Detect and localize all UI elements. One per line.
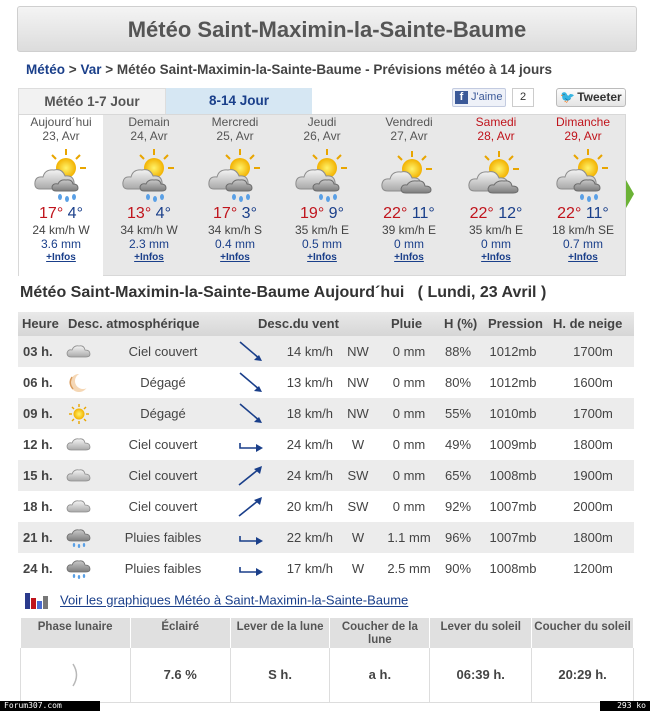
- tab-1-7-days[interactable]: Météo 1-7 Jour: [18, 88, 166, 114]
- infos-link[interactable]: +Infos: [394, 252, 424, 263]
- temp-min: 11°: [411, 205, 435, 222]
- row-pressure: 1008mb: [489, 468, 537, 483]
- row-humidity: 65%: [444, 468, 472, 483]
- graphs-link-text[interactable]: Voir les graphiques Météo à Saint-Maximin-la-Sainte-Baume: [60, 592, 409, 608]
- arrow-down-right-icon: [236, 370, 266, 396]
- forecast-days: [18, 114, 626, 276]
- row-snow: 1800m: [573, 437, 613, 452]
- row-hour: 09 h.: [23, 406, 53, 421]
- row-humidity: 92%: [444, 499, 472, 514]
- page-title: Météo Saint-Maximin-la-Sainte-Baume: [17, 6, 637, 52]
- temp-max: 22°: [383, 205, 408, 222]
- row-pressure: 1010mb: [489, 406, 537, 421]
- row-humidity: 80%: [444, 375, 472, 390]
- row-wind-dir: W: [351, 530, 365, 545]
- row-humidity: 49%: [444, 437, 472, 452]
- col-desc: Desc. atmosphérique: [68, 316, 200, 331]
- row-pressure: 1009mb: [489, 437, 537, 452]
- cloud-icon: [66, 496, 92, 518]
- row-wind-speed: 22 km/h: [286, 530, 333, 545]
- hourly-row: [18, 553, 634, 584]
- row-wind-speed: 24 km/h: [286, 437, 333, 452]
- day-card-6[interactable]: [541, 115, 625, 277]
- facebook-like-label: J'aime: [471, 91, 503, 103]
- day-rain: 3.6 mm: [40, 237, 81, 251]
- row-snow: 1700m: [573, 344, 613, 359]
- arrow-up-right-icon: [236, 463, 266, 489]
- moon-value: 06:39 h.: [430, 648, 532, 702]
- moon-header: Phase lunaire: [21, 618, 131, 648]
- row-hour: 24 h.: [23, 561, 53, 576]
- row-wind-speed: 13 km/h: [286, 375, 333, 390]
- cloud-icon: [66, 434, 92, 456]
- arrow-right-icon: [236, 432, 266, 458]
- row-snow: 1700m: [573, 406, 613, 421]
- day-wind: 34 km/h W: [120, 223, 178, 237]
- footer-size: 293 ko: [600, 701, 650, 711]
- temp-min: 9°: [328, 205, 344, 222]
- infos-link[interactable]: +Infos: [481, 252, 511, 263]
- temp-min: 3°: [241, 205, 257, 222]
- arrow-right-icon: [236, 556, 266, 582]
- row-pressure: 1007mb: [489, 530, 537, 545]
- moon-sun-table: [20, 618, 634, 703]
- temp-max: 19°: [300, 205, 325, 222]
- row-rain: 0 mm: [392, 437, 426, 452]
- breadcrumb: [26, 62, 552, 77]
- row-rain: 0 mm: [392, 499, 426, 514]
- row-desc: Dégagé: [140, 406, 186, 421]
- row-desc: Ciel couvert: [128, 468, 198, 483]
- today-title-text: Météo Saint-Maximin-la-Sainte-Baume Aujourd´hui: [20, 284, 405, 301]
- infos-link[interactable]: +Infos: [134, 252, 164, 263]
- sun-cloud-icon: [378, 147, 440, 203]
- moon-value: S h.: [230, 648, 330, 702]
- arrow-down-right-icon: [236, 339, 266, 365]
- sun-cloud-icon: [465, 147, 527, 203]
- infos-link[interactable]: +Infos: [568, 252, 598, 263]
- day-rain: 0 mm: [394, 237, 424, 251]
- day-date: 24, Avr: [130, 129, 168, 143]
- infos-link[interactable]: +Infos: [307, 252, 337, 263]
- cloud-sun-rain-icon: [291, 147, 353, 203]
- row-humidity: 55%: [444, 406, 472, 421]
- graphs-link[interactable]: [24, 590, 408, 610]
- hourly-row: [18, 398, 634, 429]
- temp-min: 12°: [498, 205, 523, 222]
- temp-max: 22°: [469, 205, 494, 222]
- day-name: Mercredi: [211, 115, 259, 129]
- row-desc: Dégagé: [140, 375, 186, 390]
- row-rain: 2.5 mm: [387, 561, 431, 576]
- day-card-3[interactable]: [280, 115, 364, 277]
- hourly-row: [18, 336, 634, 367]
- hourly-row: [18, 491, 634, 522]
- arrow-up-right-icon: [236, 494, 266, 520]
- row-snow: 1900m: [573, 468, 613, 483]
- row-wind-dir: NW: [347, 375, 369, 390]
- cloud-rain-icon: [66, 527, 92, 549]
- day-name: Demain: [128, 115, 170, 129]
- breadcrumb-current: > Météo Saint-Maximin-la-Sainte-Baume - Prévisions météo à 14 jours: [105, 62, 552, 77]
- temp-max: 17°: [39, 205, 64, 222]
- day-date: 23, Avr: [42, 129, 80, 143]
- arrow-right-icon: [236, 525, 266, 551]
- temp-max: 13°: [127, 205, 152, 222]
- row-desc: Ciel couvert: [128, 437, 198, 452]
- col-pressure: Pression: [488, 316, 543, 331]
- col-hour: Heure: [22, 316, 59, 331]
- facebook-like-count: 2: [512, 88, 534, 107]
- infos-link[interactable]: +Infos: [46, 252, 76, 263]
- hourly-row: [18, 522, 634, 553]
- day-card-5[interactable]: [454, 115, 538, 277]
- day-date: 29, Avr: [564, 129, 602, 143]
- row-desc: Ciel couvert: [128, 499, 198, 514]
- row-pressure: 1007mb: [489, 499, 537, 514]
- facebook-icon: f: [455, 91, 468, 104]
- temp-min: 11°: [585, 205, 609, 222]
- day-name: Jeudi: [307, 115, 337, 129]
- row-rain: 0 mm: [392, 406, 426, 421]
- row-wind-dir: SW: [347, 468, 369, 483]
- day-card-1[interactable]: [107, 115, 191, 277]
- day-rain: 0.5 mm: [301, 237, 342, 251]
- cloud-rain-icon: [66, 558, 92, 580]
- temp-max: 22°: [557, 205, 582, 222]
- hourly-row: [18, 367, 634, 398]
- hourly-row: [18, 460, 634, 491]
- col-humidity: H (%): [444, 316, 478, 331]
- next-arrow-icon[interactable]: [626, 180, 634, 208]
- row-wind-dir: SW: [347, 499, 369, 514]
- cloud-sun-rain-icon: [118, 147, 180, 203]
- moon-header: Éclairé: [130, 618, 230, 648]
- day-wind: 18 km/h SE: [551, 223, 615, 237]
- day-rain: 0.7 mm: [562, 237, 603, 251]
- crescent-moon-icon: [65, 662, 85, 688]
- row-pressure: 1008mb: [489, 561, 537, 576]
- day-rain: 0 mm: [481, 237, 511, 251]
- row-wind-speed: 24 km/h: [286, 468, 333, 483]
- day-wind: 34 km/h S: [207, 223, 263, 237]
- day-date: 28, Avr: [477, 129, 515, 143]
- bar-chart-icon: [24, 590, 52, 610]
- row-wind-speed: 14 km/h: [286, 344, 333, 359]
- day-date: 25, Avr: [216, 129, 254, 143]
- day-name: Aujourd´hui: [30, 115, 92, 129]
- tweet-button[interactable]: [556, 88, 626, 107]
- row-snow: 1600m: [573, 375, 613, 390]
- col-snow: H. de neige: [553, 316, 623, 331]
- tweet-label: Tweeter: [577, 90, 622, 104]
- col-wind: Desc.du vent: [258, 316, 339, 331]
- row-hour: 06 h.: [23, 375, 53, 390]
- day-date: 26, Avr: [303, 129, 341, 143]
- cloud-sun-rain-icon: [204, 147, 266, 203]
- row-snow: 2000m: [573, 499, 613, 514]
- row-rain: 1.1 mm: [387, 530, 431, 545]
- day-rain: 2.3 mm: [128, 237, 169, 251]
- row-humidity: 88%: [444, 344, 472, 359]
- day-date: 27, Avr: [390, 129, 428, 143]
- moon-value: 7.6 %: [130, 648, 230, 702]
- row-snow: 1200m: [573, 561, 613, 576]
- breadcrumb-link-var[interactable]: Var: [80, 62, 102, 77]
- moon-header: Lever du soleil: [430, 618, 532, 648]
- moon-icon: [66, 372, 92, 394]
- moon-header: Coucher de la lune: [330, 618, 430, 648]
- breadcrumb-separator: >: [68, 62, 77, 77]
- day-name: Vendredi: [385, 115, 433, 129]
- day-wind: 39 km/h E: [381, 223, 437, 237]
- day-rain: 0.4 mm: [214, 237, 255, 251]
- row-desc: Ciel couvert: [128, 344, 198, 359]
- row-hour: 12 h.: [23, 437, 53, 452]
- row-hour: 15 h.: [23, 468, 53, 483]
- day-wind: 35 km/h E: [468, 223, 524, 237]
- facebook-like-button[interactable]: [452, 88, 506, 107]
- arrow-down-right-icon: [236, 401, 266, 427]
- row-pressure: 1012mb: [489, 375, 537, 390]
- today-section-title: [20, 284, 546, 302]
- row-wind-dir: NW: [347, 406, 369, 421]
- row-wind-speed: 18 km/h: [286, 406, 333, 421]
- row-rain: 0 mm: [392, 468, 426, 483]
- infos-link[interactable]: +Infos: [220, 252, 250, 263]
- day-card-2[interactable]: [193, 115, 277, 277]
- breadcrumb-link-meteo[interactable]: Météo: [26, 62, 66, 77]
- cloud-sun-rain-icon: [552, 147, 614, 203]
- row-desc: Pluies faibles: [124, 561, 202, 576]
- cloud-sun-rain-icon: [30, 147, 92, 203]
- day-name: Samedi: [475, 115, 517, 129]
- row-wind-dir: NW: [347, 344, 369, 359]
- row-wind-dir: W: [351, 561, 365, 576]
- temp-min: 4°: [67, 205, 83, 222]
- day-wind: 35 km/h E: [294, 223, 350, 237]
- row-pressure: 1012mb: [489, 344, 537, 359]
- temp-max: 17°: [213, 205, 238, 222]
- col-rain: Pluie: [391, 316, 423, 331]
- sun-icon: [66, 403, 92, 425]
- moon-value: a h.: [330, 648, 430, 702]
- twitter-bird-icon: 🐦: [560, 90, 576, 104]
- row-snow: 1800m: [573, 530, 613, 545]
- cloud-icon: [66, 341, 92, 363]
- cloud-icon: [66, 465, 92, 487]
- day-name: Dimanche: [555, 115, 611, 129]
- moon-header: Coucher du soleil: [532, 618, 634, 648]
- hourly-row: [18, 429, 634, 460]
- row-humidity: 90%: [444, 561, 472, 576]
- row-hour: 03 h.: [23, 344, 53, 359]
- row-hour: 21 h.: [23, 530, 53, 545]
- row-wind-dir: W: [351, 437, 365, 452]
- day-wind: 24 km/h W: [32, 223, 90, 237]
- moon-phase-cell: [21, 648, 131, 702]
- moon-value: 20:29 h.: [532, 648, 634, 702]
- row-humidity: 96%: [444, 530, 472, 545]
- temp-min: 4°: [155, 205, 171, 222]
- row-hour: 18 h.: [23, 499, 53, 514]
- tab-8-14-days[interactable]: 8-14 Jour: [166, 88, 312, 114]
- footer-watermark: Forum307.com: [0, 701, 100, 711]
- row-wind-speed: 20 km/h: [286, 499, 333, 514]
- row-rain: 0 mm: [392, 344, 426, 359]
- today-date: ( Lundi, 23 Avril ): [417, 284, 547, 301]
- day-card-4[interactable]: [367, 115, 451, 277]
- row-rain: 0 mm: [392, 375, 426, 390]
- day-card-0[interactable]: [19, 115, 103, 277]
- row-wind-speed: 17 km/h: [286, 561, 333, 576]
- row-desc: Pluies faibles: [124, 530, 202, 545]
- hourly-table-header: [18, 312, 634, 336]
- moon-header: Lever de la lune: [230, 618, 330, 648]
